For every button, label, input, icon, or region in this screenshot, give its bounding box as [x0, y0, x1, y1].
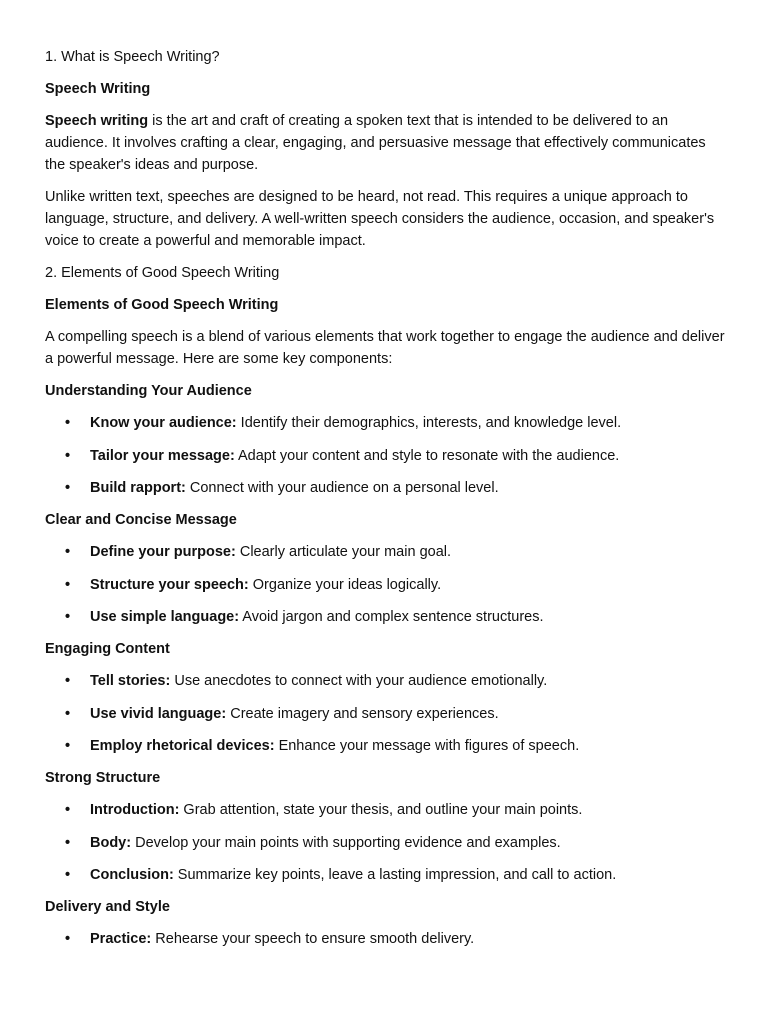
bullet-icon: • [65, 931, 71, 947]
bullet-icon: • [65, 738, 71, 754]
item-term: Know your audience: [90, 415, 237, 431]
group-title-structure: Strong Structure [45, 770, 161, 786]
list-item [45, 574, 728, 596]
list-item [45, 477, 728, 499]
item-text: Adapt your content and style to resonate with the audience. [234, 447, 620, 464]
item-text: Avoid jargon and complex sentence structures. [239, 609, 544, 625]
bullet-list-audience [45, 412, 728, 499]
list-item [45, 541, 728, 563]
bullet-icon: • [65, 867, 71, 883]
section-1-title: 1. What is Speech Writing? [45, 49, 220, 65]
item-term: Body: [90, 834, 132, 851]
item-term: Practice: [90, 931, 152, 947]
bullet-list-structure [45, 799, 728, 886]
item-text: Use anecdotes to connect with your audience emotionally. [170, 673, 548, 689]
bullet-icon: • [65, 447, 71, 464]
item-text: Develop your main points with supporting evidence and examples. [131, 834, 561, 851]
bullet-icon: • [65, 415, 71, 431]
item-text: Enhance your message with figures of speech. [274, 738, 580, 754]
item-text: Clearly articulate your main goal. [235, 544, 452, 560]
group-title-audience: Understanding Your Audience [45, 383, 252, 399]
list-item [45, 412, 728, 434]
group-title-delivery: Delivery and Style [45, 899, 170, 915]
list-item [45, 864, 728, 886]
section-2-heading: Elements of Good Speech Writing [45, 297, 279, 313]
item-term: Introduction: [90, 802, 180, 818]
item-term: Use vivid language: [90, 705, 227, 722]
bullet-icon: • [65, 576, 71, 593]
list-item [45, 735, 728, 757]
list-item [45, 670, 728, 692]
item-text: Summarize key points, leave a lasting impression, and call to action. [173, 867, 617, 883]
section-1-heading: Speech Writing [45, 81, 151, 97]
list-item [45, 928, 728, 950]
item-text: Create imagery and sensory experiences. [226, 705, 499, 722]
list-item [45, 832, 728, 854]
bullet-list-message [45, 541, 728, 628]
group-title-content: Engaging Content [45, 641, 170, 657]
term-speech-writing: Speech writing [45, 113, 149, 129]
bullet-icon: • [65, 673, 71, 689]
item-term: Build rapport: [90, 480, 186, 496]
bullet-icon: • [65, 802, 71, 818]
bullet-icon: • [65, 705, 71, 722]
list-item [45, 606, 728, 628]
item-text: Grab attention, state your thesis, and outline your main points. [179, 802, 583, 818]
group-title-message: Clear and Concise Message [45, 512, 237, 528]
bullet-icon: • [65, 544, 71, 560]
section-2-title: 2. Elements of Good Speech Writing [45, 265, 280, 281]
item-term: Define your purpose: [90, 544, 236, 560]
list-item [45, 703, 728, 725]
item-term: Employ rhetorical devices: [90, 738, 275, 754]
section-2-intro: A compelling speech is a blend of various elements that work together to engage the audience and deliver a powerful message. Here are some key components: [45, 329, 725, 367]
paragraph-text: is the art and craft of creating a spoken text that is intended to be delivered to an audience. It involves crafting a clear, engaging, and persuasive message that effectively communicates the speaker's ideas and purpose. [45, 113, 706, 173]
item-term: Tailor your message: [90, 447, 235, 464]
item-term: Tell stories: [90, 673, 171, 689]
list-item [45, 799, 728, 821]
item-term: Use simple language: [90, 609, 240, 625]
item-text: Rehearse your speech to ensure smooth delivery. [151, 931, 475, 947]
bullet-list-content [45, 670, 728, 757]
bullet-list-delivery [45, 928, 728, 950]
section-1-paragraph-1 [45, 110, 728, 176]
bullet-icon: • [65, 834, 71, 851]
list-item [45, 445, 728, 467]
item-text: Organize your ideas logically. [248, 576, 442, 593]
item-text: Identify their demographics, interests, and knowledge level. [236, 415, 622, 431]
bullet-icon: • [65, 609, 71, 625]
section-1-paragraph-2: Unlike written text, speeches are designed to be heard, not read. This requires a unique approach to language, structure, and delivery. A well-written speech considers the audience, occasion, and speaker's voice to create a powerful and memorable impact. [45, 189, 715, 249]
item-text: Connect with your audience on a personal level. [185, 480, 499, 496]
item-term: Structure your speech: [90, 576, 249, 593]
bullet-icon: • [65, 480, 71, 496]
item-term: Conclusion: [90, 867, 174, 883]
